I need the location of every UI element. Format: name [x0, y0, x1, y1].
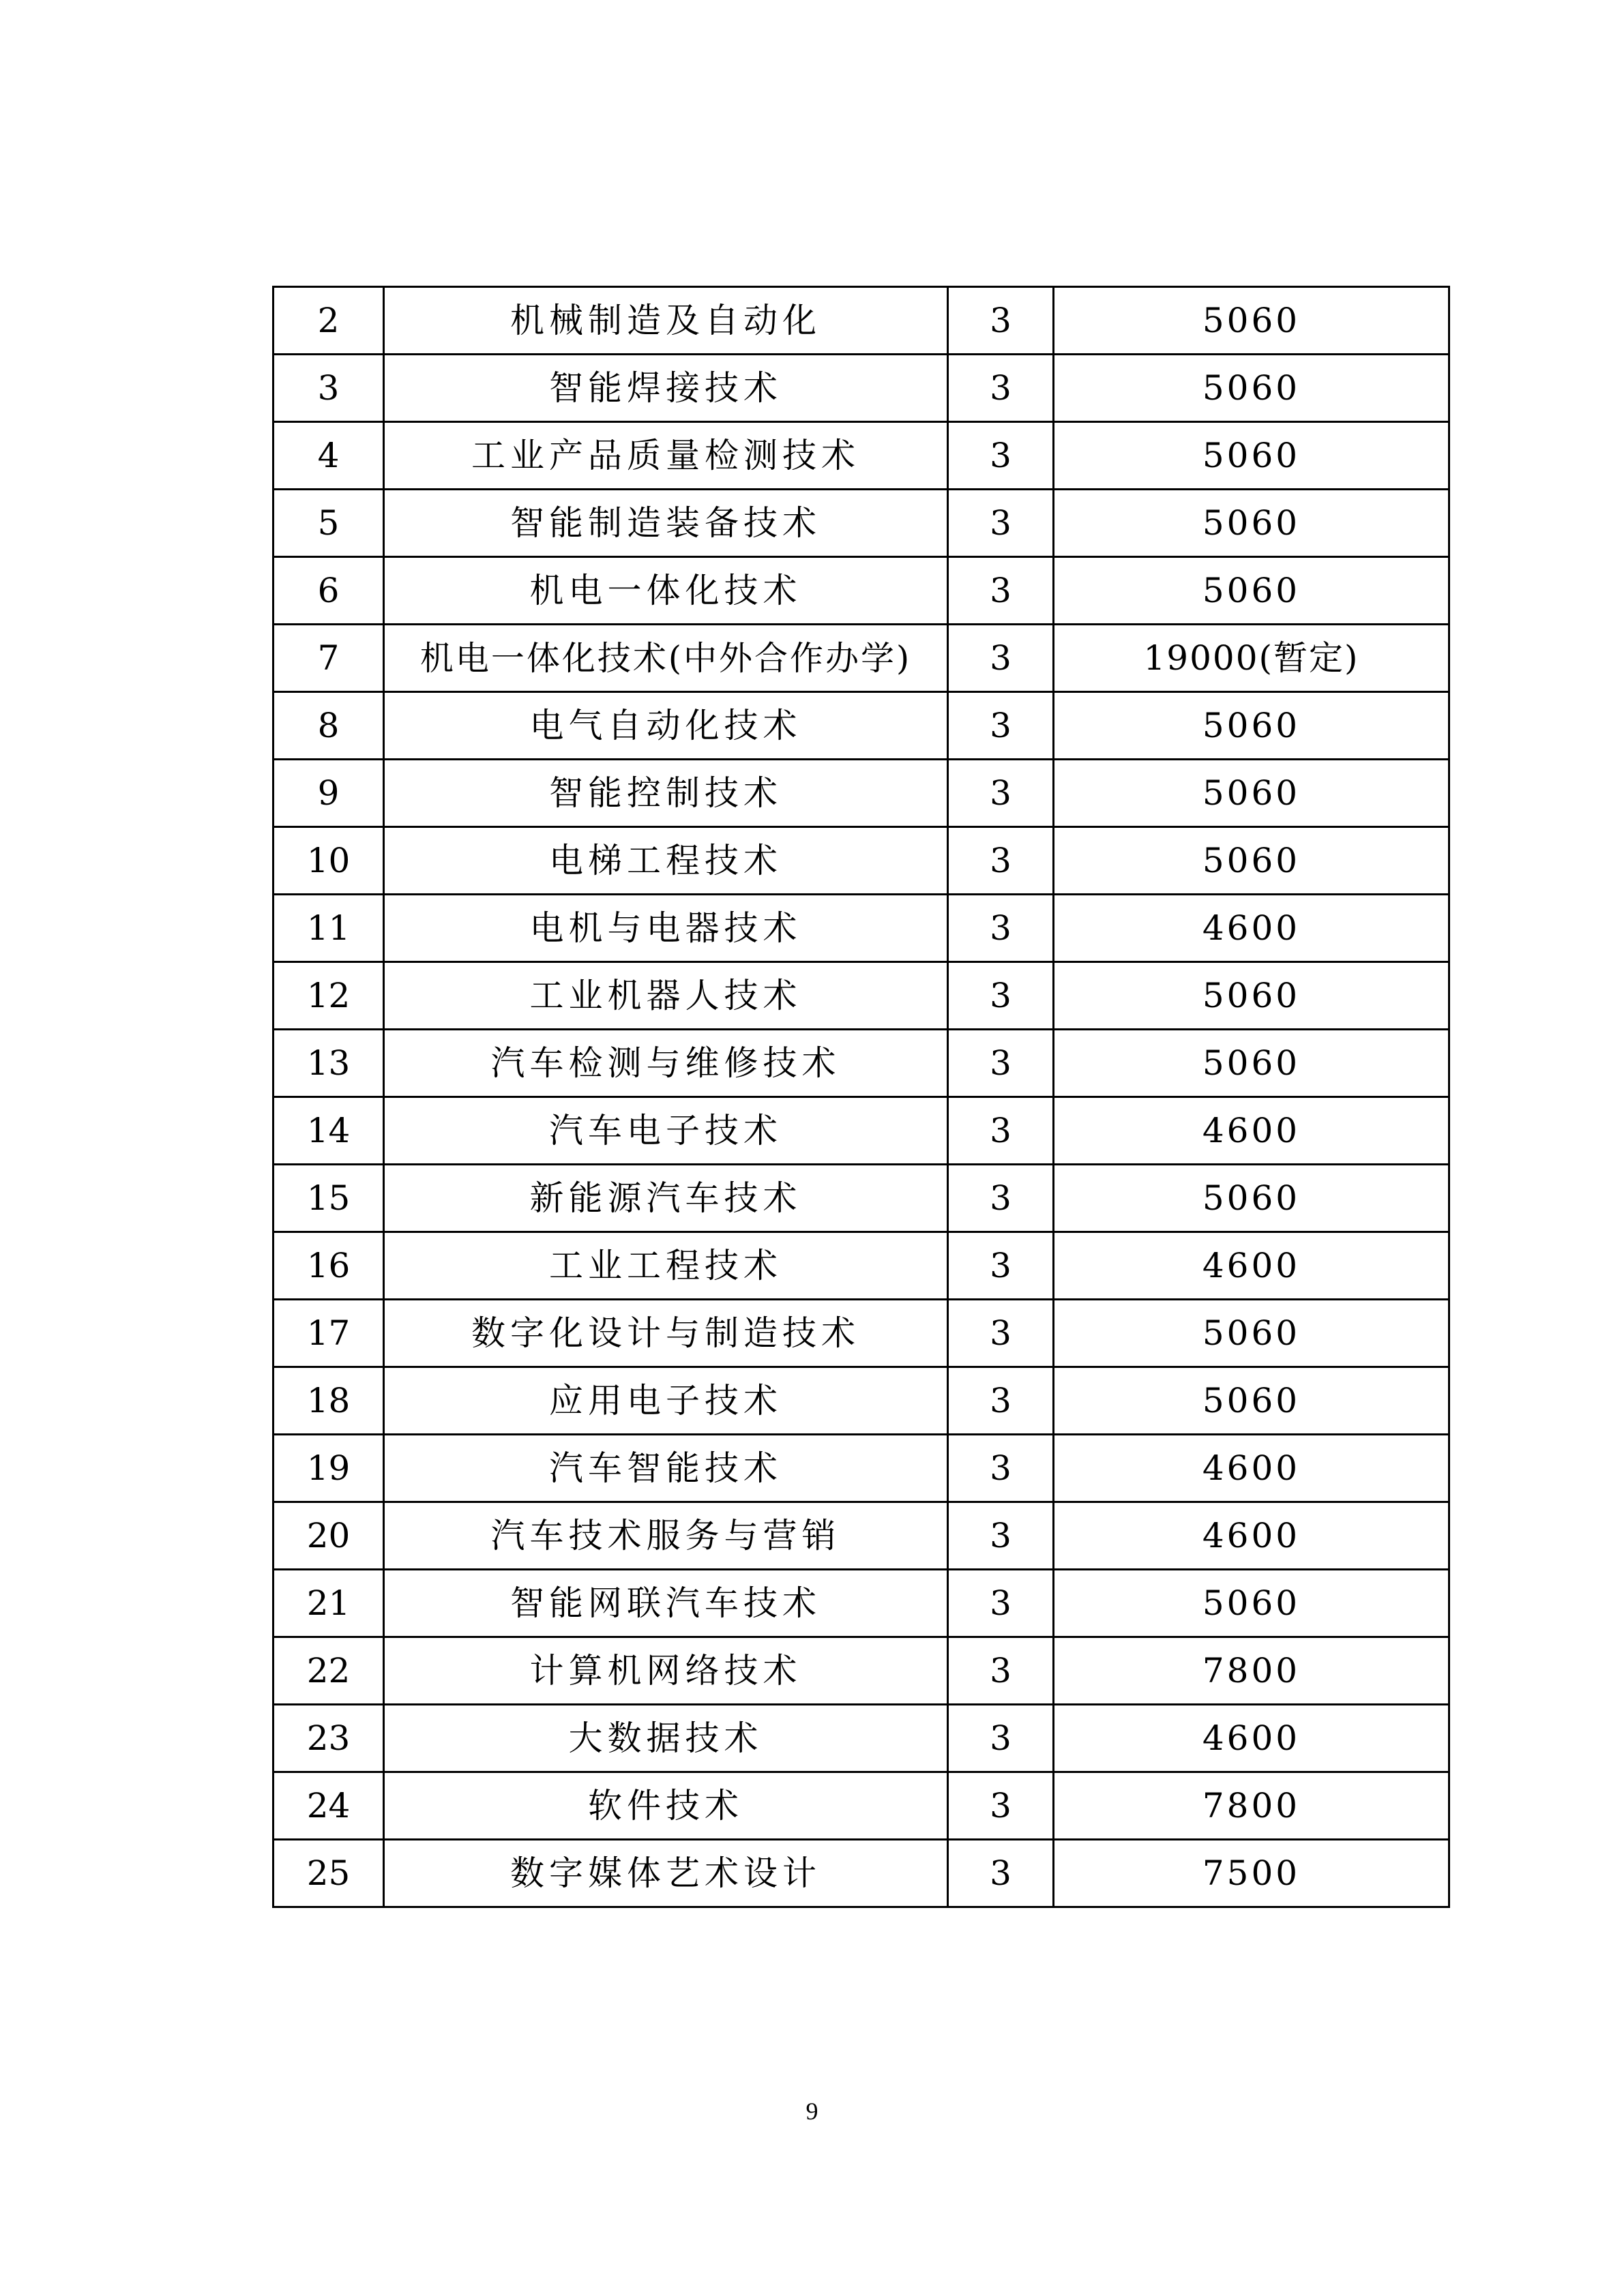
table-row [274, 1232, 1449, 1300]
table-row [274, 1502, 1449, 1570]
major-name: 计算机网络技术 [384, 1637, 948, 1705]
tuition-fee: 5060 [1054, 287, 1449, 355]
major-name: 汽车技术服务与营销 [384, 1502, 948, 1570]
table-row [274, 895, 1449, 962]
major-name: 大数据技术 [384, 1705, 948, 1772]
table-row [274, 760, 1449, 827]
table-row [274, 557, 1449, 625]
major-name: 工业产品质量检测技术 [384, 422, 948, 490]
major-name: 应用电子技术 [384, 1367, 948, 1435]
row-number: 22 [274, 1637, 384, 1705]
major-name: 新能源汽车技术 [384, 1165, 948, 1232]
tuition-fee: 4600 [1054, 1097, 1449, 1165]
study-years: 3 [948, 1637, 1054, 1705]
row-number: 9 [274, 760, 384, 827]
major-name: 电梯工程技术 [384, 827, 948, 895]
major-name: 数字媒体艺术设计 [384, 1840, 948, 1907]
row-number: 13 [274, 1030, 384, 1097]
table-row [274, 692, 1449, 760]
study-years: 3 [948, 760, 1054, 827]
table-row [274, 827, 1449, 895]
major-name: 汽车智能技术 [384, 1435, 948, 1502]
major-name: 机械制造及自动化 [384, 287, 948, 355]
row-number: 12 [274, 962, 384, 1030]
row-number: 4 [274, 422, 384, 490]
study-years: 3 [948, 692, 1054, 760]
table-row [274, 287, 1449, 355]
table-row [274, 1772, 1449, 1840]
row-number: 5 [274, 490, 384, 557]
row-number: 24 [274, 1772, 384, 1840]
tuition-fee: 5060 [1054, 962, 1449, 1030]
study-years: 3 [948, 287, 1054, 355]
tuition-fee: 5060 [1054, 1165, 1449, 1232]
tuition-fee: 7800 [1054, 1637, 1449, 1705]
study-years: 3 [948, 1840, 1054, 1907]
study-years: 3 [948, 625, 1054, 692]
study-years: 3 [948, 1232, 1054, 1300]
row-number: 20 [274, 1502, 384, 1570]
major-name: 智能控制技术 [384, 760, 948, 827]
table-row [274, 1300, 1449, 1367]
table-row [274, 1435, 1449, 1502]
row-number: 8 [274, 692, 384, 760]
major-name: 电气自动化技术 [384, 692, 948, 760]
major-name: 工业工程技术 [384, 1232, 948, 1300]
study-years: 3 [948, 1030, 1054, 1097]
study-years: 3 [948, 1097, 1054, 1165]
table-row [274, 962, 1449, 1030]
major-name: 智能制造装备技术 [384, 490, 948, 557]
major-name: 汽车检测与维修技术 [384, 1030, 948, 1097]
major-name: 智能网联汽车技术 [384, 1570, 948, 1637]
tuition-fee: 4600 [1054, 895, 1449, 962]
study-years: 3 [948, 1502, 1054, 1570]
tuition-fee: 19000(暂定) [1054, 625, 1449, 692]
study-years: 3 [948, 1435, 1054, 1502]
major-name: 机电一体化技术(中外合作办学) [384, 625, 948, 692]
table-row [274, 1097, 1449, 1165]
tuition-fee: 5060 [1054, 760, 1449, 827]
study-years: 3 [948, 1772, 1054, 1840]
page-number: 9 [806, 2098, 818, 2125]
major-name: 智能焊接技术 [384, 355, 948, 422]
table-row [274, 355, 1449, 422]
tuition-fee: 5060 [1054, 1367, 1449, 1435]
study-years: 3 [948, 490, 1054, 557]
tuition-fee: 5060 [1054, 1030, 1449, 1097]
table-row [274, 1840, 1449, 1907]
study-years: 3 [948, 422, 1054, 490]
table-row [274, 1705, 1449, 1772]
tuition-fee: 5060 [1054, 490, 1449, 557]
tuition-fee: 4600 [1054, 1232, 1449, 1300]
row-number: 14 [274, 1097, 384, 1165]
tuition-fee: 4600 [1054, 1435, 1449, 1502]
row-number: 7 [274, 625, 384, 692]
tuition-fee-table [272, 286, 1450, 1908]
study-years: 3 [948, 355, 1054, 422]
tuition-fee: 7800 [1054, 1772, 1449, 1840]
row-number: 19 [274, 1435, 384, 1502]
study-years: 3 [948, 962, 1054, 1030]
study-years: 3 [948, 895, 1054, 962]
table-row [274, 1030, 1449, 1097]
row-number: 21 [274, 1570, 384, 1637]
study-years: 3 [948, 1570, 1054, 1637]
row-number: 15 [274, 1165, 384, 1232]
tuition-fee: 5060 [1054, 355, 1449, 422]
table-row [274, 625, 1449, 692]
row-number: 2 [274, 287, 384, 355]
tuition-fee: 5060 [1054, 422, 1449, 490]
row-number: 10 [274, 827, 384, 895]
major-name: 软件技术 [384, 1772, 948, 1840]
tuition-fee: 5060 [1054, 827, 1449, 895]
table-row [274, 1367, 1449, 1435]
row-number: 16 [274, 1232, 384, 1300]
table-row [274, 1637, 1449, 1705]
tuition-fee: 5060 [1054, 1300, 1449, 1367]
study-years: 3 [948, 1165, 1054, 1232]
row-number: 25 [274, 1840, 384, 1907]
tuition-fee: 7500 [1054, 1840, 1449, 1907]
table-row [274, 1165, 1449, 1232]
tuition-fee: 5060 [1054, 692, 1449, 760]
major-name: 汽车电子技术 [384, 1097, 948, 1165]
table-row [274, 422, 1449, 490]
row-number: 17 [274, 1300, 384, 1367]
major-name: 数字化设计与制造技术 [384, 1300, 948, 1367]
tuition-fee: 4600 [1054, 1705, 1449, 1772]
table-row [274, 490, 1449, 557]
row-number: 18 [274, 1367, 384, 1435]
study-years: 3 [948, 1705, 1054, 1772]
row-number: 3 [274, 355, 384, 422]
study-years: 3 [948, 557, 1054, 625]
row-number: 11 [274, 895, 384, 962]
study-years: 3 [948, 827, 1054, 895]
major-name: 电机与电器技术 [384, 895, 948, 962]
row-number: 23 [274, 1705, 384, 1772]
study-years: 3 [948, 1300, 1054, 1367]
major-name: 机电一体化技术 [384, 557, 948, 625]
major-name: 工业机器人技术 [384, 962, 948, 1030]
study-years: 3 [948, 1367, 1054, 1435]
tuition-fee: 4600 [1054, 1502, 1449, 1570]
table-row [274, 1570, 1449, 1637]
row-number: 6 [274, 557, 384, 625]
tuition-fee: 5060 [1054, 557, 1449, 625]
tuition-fee: 5060 [1054, 1570, 1449, 1637]
